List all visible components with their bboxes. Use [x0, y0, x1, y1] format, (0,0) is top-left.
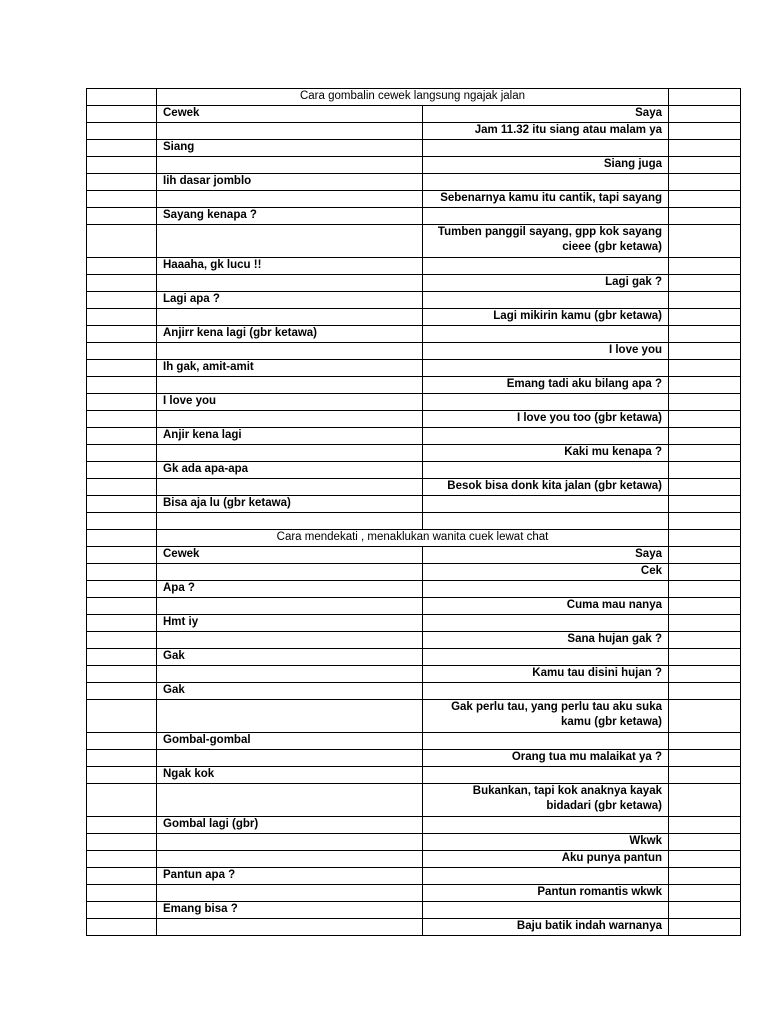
cewek-message	[157, 275, 423, 292]
cewek-message: Gak	[157, 683, 423, 700]
cewek-message: Lagi apa ?	[157, 292, 423, 309]
saya-message-text: I love you too (gbr ketawa)	[516, 412, 662, 424]
header-saya: Saya	[423, 547, 669, 564]
table-row	[87, 649, 741, 666]
table-row	[87, 683, 741, 700]
saya-message	[423, 598, 669, 615]
cewek-message	[157, 225, 423, 258]
margin-cell	[87, 547, 157, 564]
margin-cell	[669, 275, 741, 292]
table-row	[87, 445, 741, 462]
margin-cell	[669, 868, 741, 885]
margin-cell	[87, 700, 157, 733]
margin-cell	[87, 411, 157, 428]
saya-message-text: Bukankan, tapi kok anaknya kayak bidadari (gbr ketawa)	[472, 785, 662, 812]
saya-message	[423, 225, 669, 258]
cewek-message	[157, 666, 423, 683]
margin-cell	[669, 530, 741, 547]
margin-cell	[669, 513, 741, 530]
cewek-message	[157, 632, 423, 649]
saya-message	[423, 275, 669, 292]
table-row	[87, 564, 741, 581]
margin-cell	[669, 89, 741, 106]
cewek-message: Anjirr kena lagi (gbr ketawa)	[157, 326, 423, 343]
saya-message-text: Aku punya pantun	[561, 852, 662, 864]
saya-message-text: Tumben panggil sayang, gpp kok sayang cieee (gbr ketawa)	[437, 226, 662, 253]
cewek-message: Pantun apa ?	[157, 868, 423, 885]
margin-cell	[669, 683, 741, 700]
saya-message	[423, 666, 669, 683]
margin-cell	[87, 902, 157, 919]
cewek-message	[157, 750, 423, 767]
saya-message	[423, 343, 669, 360]
margin-cell	[669, 174, 741, 191]
saya-message-text: Wkwk	[629, 835, 662, 847]
table-row	[87, 513, 741, 530]
margin-cell	[87, 666, 157, 683]
table-row	[87, 360, 741, 377]
cewek-message	[157, 377, 423, 394]
table-row	[87, 784, 741, 817]
saya-message	[423, 174, 669, 191]
margin-cell	[87, 615, 157, 632]
table-row	[87, 225, 741, 258]
table-row	[87, 817, 741, 834]
margin-cell	[87, 919, 157, 936]
margin-cell	[87, 632, 157, 649]
margin-cell	[669, 479, 741, 496]
saya-message	[423, 700, 669, 733]
cewek-message: Gk ada apa-apa	[157, 462, 423, 479]
saya-message	[423, 683, 669, 700]
margin-cell	[669, 666, 741, 683]
section-title: Cara gombalin cewek langsung ngajak jalan	[157, 89, 669, 106]
table-row	[87, 394, 741, 411]
margin-cell	[87, 496, 157, 513]
saya-message	[423, 750, 669, 767]
header-cewek: Cewek	[157, 547, 423, 564]
margin-cell	[669, 157, 741, 174]
table-row	[87, 174, 741, 191]
margin-cell	[669, 767, 741, 784]
saya-message	[423, 868, 669, 885]
saya-message	[423, 140, 669, 157]
margin-cell	[669, 750, 741, 767]
margin-cell	[669, 564, 741, 581]
saya-message-text: Emang tadi aku bilang apa ?	[506, 378, 662, 390]
margin-cell	[669, 649, 741, 666]
margin-cell	[87, 817, 157, 834]
cewek-message	[157, 564, 423, 581]
cewek-message: Hmt iy	[157, 615, 423, 632]
cewek-message	[157, 191, 423, 208]
table-row	[87, 632, 741, 649]
margin-cell	[87, 851, 157, 868]
margin-cell	[669, 496, 741, 513]
saya-message	[423, 649, 669, 666]
margin-cell	[669, 851, 741, 868]
cewek-message	[157, 784, 423, 817]
margin-cell	[87, 868, 157, 885]
saya-message	[423, 191, 669, 208]
table-row	[87, 615, 741, 632]
saya-message	[423, 309, 669, 326]
margin-cell	[87, 174, 157, 191]
table-row	[87, 750, 741, 767]
margin-cell	[87, 123, 157, 140]
section-title: Cara mendekati , menaklukan wanita cuek lewat chat	[157, 530, 669, 547]
table-row	[87, 428, 741, 445]
saya-message	[423, 479, 669, 496]
saya-message	[423, 919, 669, 936]
margin-cell	[669, 632, 741, 649]
table-row	[87, 462, 741, 479]
margin-cell	[87, 445, 157, 462]
margin-cell	[87, 598, 157, 615]
saya-message-text: Siang juga	[603, 158, 662, 170]
cewek-message	[157, 479, 423, 496]
margin-cell	[87, 377, 157, 394]
cewek-message: Ih gak, amit-amit	[157, 360, 423, 377]
table-row	[87, 581, 741, 598]
saya-message	[423, 851, 669, 868]
margin-cell	[669, 106, 741, 123]
margin-cell	[669, 598, 741, 615]
margin-cell	[669, 784, 741, 817]
saya-message-text: Sana hujan gak ?	[567, 633, 662, 645]
saya-message	[423, 360, 669, 377]
cewek-message: Sayang kenapa ?	[157, 208, 423, 225]
saya-message	[423, 817, 669, 834]
table-row	[87, 106, 741, 123]
table-row	[87, 89, 741, 106]
margin-cell	[87, 784, 157, 817]
cewek-message	[157, 123, 423, 140]
cewek-message	[157, 885, 423, 902]
cewek-message: Gombal lagi (gbr)	[157, 817, 423, 834]
cewek-message: Emang bisa ?	[157, 902, 423, 919]
margin-cell	[87, 767, 157, 784]
saya-message	[423, 258, 669, 275]
saya-message	[423, 885, 669, 902]
margin-cell	[87, 140, 157, 157]
saya-message	[423, 496, 669, 513]
table-row	[87, 885, 741, 902]
margin-cell	[669, 140, 741, 157]
saya-message-text: I love you	[608, 344, 662, 356]
margin-cell	[669, 394, 741, 411]
saya-message	[423, 632, 669, 649]
saya-message-text: Lagi gak ?	[605, 276, 662, 288]
margin-cell	[669, 885, 741, 902]
cewek-message	[157, 513, 423, 530]
table-row	[87, 258, 741, 275]
margin-cell	[87, 106, 157, 123]
table-row	[87, 411, 741, 428]
saya-message-text: Besok bisa donk kita jalan (gbr ketawa)	[447, 480, 662, 492]
table-row	[87, 851, 741, 868]
margin-cell	[669, 428, 741, 445]
cewek-message: Bisa aja lu (gbr ketawa)	[157, 496, 423, 513]
margin-cell	[87, 733, 157, 750]
margin-cell	[669, 445, 741, 462]
margin-cell	[669, 902, 741, 919]
margin-cell	[87, 750, 157, 767]
margin-cell	[87, 834, 157, 851]
table-row	[87, 208, 741, 225]
table-row	[87, 902, 741, 919]
saya-message-text: Sebenarnya kamu itu cantik, tapi sayang	[440, 192, 662, 204]
margin-cell	[669, 343, 741, 360]
cewek-message: Iih dasar jomblo	[157, 174, 423, 191]
margin-cell	[87, 292, 157, 309]
margin-cell	[87, 309, 157, 326]
saya-message	[423, 208, 669, 225]
margin-cell	[669, 191, 741, 208]
table-row	[87, 834, 741, 851]
margin-cell	[87, 462, 157, 479]
margin-cell	[669, 225, 741, 258]
margin-cell	[87, 530, 157, 547]
margin-cell	[87, 157, 157, 174]
table-row	[87, 547, 741, 564]
saya-message	[423, 428, 669, 445]
saya-message-text: Cuma mau nanya	[566, 599, 662, 611]
margin-cell	[669, 360, 741, 377]
cewek-message: Apa ?	[157, 581, 423, 598]
margin-cell	[669, 377, 741, 394]
table-row	[87, 377, 741, 394]
table-row	[87, 123, 741, 140]
saya-message-text: Orang tua mu malaikat ya ?	[511, 751, 662, 763]
saya-message	[423, 733, 669, 750]
margin-cell	[87, 191, 157, 208]
table-row	[87, 767, 741, 784]
table-row	[87, 496, 741, 513]
margin-cell	[669, 309, 741, 326]
margin-cell	[669, 615, 741, 632]
cewek-message	[157, 919, 423, 936]
header-saya: Saya	[423, 106, 669, 123]
table-row	[87, 191, 741, 208]
margin-cell	[669, 123, 741, 140]
saya-message-text: Pantun romantis wkwk	[537, 886, 662, 898]
saya-message	[423, 767, 669, 784]
table-row	[87, 292, 741, 309]
cewek-message: I love you	[157, 394, 423, 411]
table-row	[87, 598, 741, 615]
cewek-message	[157, 851, 423, 868]
table-row	[87, 275, 741, 292]
margin-cell	[669, 258, 741, 275]
margin-cell	[669, 411, 741, 428]
margin-cell	[669, 581, 741, 598]
margin-cell	[87, 258, 157, 275]
saya-message-text: Gak perlu tau, yang perlu tau aku suka kamu (gbr ketawa)	[451, 701, 662, 728]
saya-message	[423, 326, 669, 343]
saya-message	[423, 834, 669, 851]
margin-cell	[87, 885, 157, 902]
saya-message-text: Kaki mu kenapa ?	[564, 446, 662, 458]
table-row	[87, 157, 741, 174]
margin-cell	[87, 581, 157, 598]
cewek-message	[157, 598, 423, 615]
table-row	[87, 868, 741, 885]
table-row	[87, 733, 741, 750]
cewek-message	[157, 700, 423, 733]
margin-cell	[87, 428, 157, 445]
saya-message-text: Kamu tau disini hujan ?	[532, 667, 662, 679]
saya-message	[423, 902, 669, 919]
margin-cell	[87, 394, 157, 411]
margin-cell	[87, 513, 157, 530]
saya-message	[423, 564, 669, 581]
saya-message-text: Baju batik indah warnanya	[516, 920, 662, 932]
saya-message	[423, 377, 669, 394]
margin-cell	[87, 208, 157, 225]
margin-cell	[87, 360, 157, 377]
saya-message-text: Cek	[640, 565, 662, 577]
saya-message	[423, 615, 669, 632]
saya-message	[423, 513, 669, 530]
saya-message	[423, 394, 669, 411]
margin-cell	[669, 326, 741, 343]
cewek-message: Haaaha, gk lucu !!	[157, 258, 423, 275]
margin-cell	[669, 834, 741, 851]
margin-cell	[87, 649, 157, 666]
saya-message	[423, 292, 669, 309]
chat-table	[86, 88, 741, 936]
saya-message	[423, 462, 669, 479]
margin-cell	[87, 326, 157, 343]
cewek-message: Gombal-gombal	[157, 733, 423, 750]
table-row	[87, 343, 741, 360]
cewek-message: Ngak kok	[157, 767, 423, 784]
cewek-message: Anjir kena lagi	[157, 428, 423, 445]
margin-cell	[669, 547, 741, 564]
chat-table-body	[87, 89, 741, 936]
saya-message	[423, 157, 669, 174]
table-row	[87, 309, 741, 326]
cewek-message	[157, 157, 423, 174]
margin-cell	[669, 733, 741, 750]
margin-cell	[87, 564, 157, 581]
saya-message	[423, 784, 669, 817]
table-row	[87, 530, 741, 547]
margin-cell	[87, 89, 157, 106]
header-cewek: Cewek	[157, 106, 423, 123]
table-row	[87, 666, 741, 683]
margin-cell	[669, 817, 741, 834]
margin-cell	[669, 919, 741, 936]
table-row	[87, 326, 741, 343]
margin-cell	[669, 462, 741, 479]
cewek-message	[157, 834, 423, 851]
margin-cell	[669, 700, 741, 733]
table-row	[87, 140, 741, 157]
margin-cell	[669, 208, 741, 225]
margin-cell	[87, 683, 157, 700]
margin-cell	[669, 292, 741, 309]
saya-message	[423, 411, 669, 428]
cewek-message	[157, 309, 423, 326]
margin-cell	[87, 343, 157, 360]
cewek-message	[157, 445, 423, 462]
cewek-message: Gak	[157, 649, 423, 666]
saya-message	[423, 581, 669, 598]
table-row	[87, 700, 741, 733]
cewek-message	[157, 343, 423, 360]
cewek-message	[157, 411, 423, 428]
margin-cell	[87, 275, 157, 292]
saya-message-text: Jam 11.32 itu siang atau malam ya	[474, 124, 662, 136]
table-row	[87, 479, 741, 496]
saya-message-text: Lagi mikirin kamu (gbr ketawa)	[493, 310, 662, 322]
table-row	[87, 919, 741, 936]
margin-cell	[87, 479, 157, 496]
margin-cell	[87, 225, 157, 258]
cewek-message: Siang	[157, 140, 423, 157]
saya-message	[423, 123, 669, 140]
saya-message	[423, 445, 669, 462]
